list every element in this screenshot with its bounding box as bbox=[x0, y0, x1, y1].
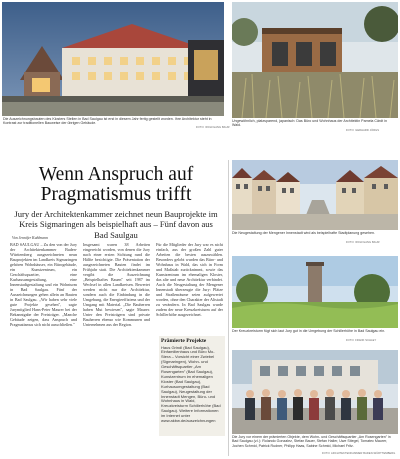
jury-illustration bbox=[232, 350, 398, 434]
tower-caption: Der Kreuzkreisturm fügt sich laut Jury gut in die Umgebung der Schillerhöhe in Bad Saulgau ein. bbox=[232, 329, 386, 333]
kloster-illustration bbox=[2, 2, 224, 116]
article-column-2: Insgesamt waren 38 Arbeiten eingereicht worden, von denen die Jury nach einer ersten Sichtung rund die Hälfte besichtigte. Die Präsentation der ausgezeichneten Bauten findet im Frühjahr statt. Die Architektenkammer vergibt die Auszeichnung „Beispielhaftes Bauen" seit 1987 im Wechsel in allen Landkreisen. Bewertet werden nicht nur die Architektur, sondern auch die Einbindung in die Umgebung, die Energieeffizienz und der Umgang mit Material. „Die Bauherren haben Mut bewiesen", sagte Maurer. Unter den Preisträgern sind private Bauherren ebenso wie Kommunen und Unternehmen aus der Region. bbox=[83, 242, 150, 327]
house-wald-illustration bbox=[232, 2, 398, 118]
kloster-caption: Die Auszeichnungsbauten des Klosters Stellen in Bad Saulgau ist erst in diesem Jahr fertig gestellt worden. Ihre Architektur steht in Kontrast zur traditionellen Bauweise der übrigen Gebäude. bbox=[3, 117, 212, 126]
column-divider bbox=[228, 160, 229, 456]
jury-credit: FOTO: ARCHITEKTENKAMMER BADEN-WÜRTTEMBERG bbox=[322, 452, 396, 455]
tower-illustration bbox=[232, 256, 398, 328]
mengen-street-illustration bbox=[232, 160, 398, 230]
kloster-photo bbox=[2, 2, 224, 116]
mengen-credit: FOTO: WOLFGANG BAUR bbox=[346, 241, 380, 244]
article-column-3: Für die Mitglieder der Jury war es nicht einfach, aus der großen Zahl guter Arbeiten die besten auszuwählen. Besonders gelobt wurden das Büro- und Wohnhaus in Wald, das sich in Form und Maßstab zurücknimmt, sowie das Kunstzentrum im ehemaligen Kloster, das alte und neue Architektur verbindet. Auch die Neugestaltung der Mengener Innenstadt überzeugte die Jury: Plätze und Straßenräume seien aufgewertet worden, ohne den Charakter der Altstadt zu verändern. In Bad Saulgau wurde zudem der neue Kreuzkreisturm auf der Schillerhöhe ausgezeichnet. bbox=[156, 242, 223, 317]
headline-line-1: Wenn Anspruch auf bbox=[38, 164, 194, 185]
article-byline: Von Jennifer Kuhlmann bbox=[12, 236, 48, 240]
house-wald-photo bbox=[232, 2, 398, 118]
awarded-projects-list: Haus Grindl (Bad Saulgau), Einfamilienhaus und Büro Mo-Stera – Vorsicht einer Zwiebel (Sigmaringen), Wohn- und Geschäftsquartier „Am Rosengarten" (Bad Saulgau), Kunstzentrum im ehemaligen Kloster (Bad Saulgau), Kurhausumgestaltung (Bad Saulgau), Neugestaltung der Innenstadt Mengen, Büro- und Wohnhaus in Wald, Kreuzkreisturm Schillerhöhe (Bad Saulgau). Weitere Informationen im Internet unter www.akbw.de/auszeichnungen bbox=[161, 344, 221, 424]
jury-photo bbox=[232, 350, 398, 434]
headline-line-2: Pragmatismus trifft bbox=[40, 184, 192, 205]
jury-caption: Die Jury vor einem der prämierten Objekte, dem Wohn- und Geschäftsquartier „Am Rosengarten" in Bad Saulgau (v.l.): Rolando Gonzalez, Stefan Bauer, Stefan Haller, Uwe Stiegel, Tomatec Maurer, Jochen Schmid, Patrick Rudner, Philipp Haas, Sabine Schmid, Michael Fritz. bbox=[232, 435, 391, 448]
kloster-credit: FOTO: WOLFGANG BAUR bbox=[196, 126, 230, 129]
mengen-caption: Die Neugestaltung der Mengener Innenstadt wird als beispielhafte Stadtplanung gesehen. bbox=[232, 231, 376, 235]
article-column-1: BAD SAULGAU – Zu den von der Jury der Architektenkammer Baden-Württemberg ausgezeichneten neun Bauprojekten im Landkreis Sigmaringen gehören Wohnhäuser, ein Bürogebäude, ein Kunstzentrum, ein Geschäftsquartier, eine Kurhausumgestaltung, eine Innenstadtgestaltung und ein Wohnturm in Bad Saulgau. Fünf der Auszeichnungen gehen allein an Bauten in Bad Saulgau. „Wir haben sehr viele gute Projekte gesehen", sagte Jurymitglied Hans-Peter Maurer bei der Bekanntgabe der Preisträger. „Manche Gebäude zeigen, dass Anspruch und Pragmatismus sich nicht ausschließen." bbox=[10, 242, 77, 327]
tower-photo bbox=[232, 256, 398, 328]
article-subhead: Jury der Architektenkammer zeichnet neun Bauprojekte im Kreis Sigmaringen als beispielhaft aus – Fünf davon aus Bad Saulgau bbox=[14, 209, 218, 240]
awarded-projects-box bbox=[159, 336, 225, 436]
mengen-street-photo bbox=[232, 160, 398, 230]
article-headline bbox=[10, 165, 222, 205]
awarded-projects-title: Prämierte Projekte bbox=[161, 338, 207, 344]
house-wald-caption: Ungewöhnlich, platzsparend, japanisch: Das Büro und Wohnhaus der Architektin Pamela Cärdt in Wald. bbox=[232, 119, 387, 128]
tower-credit: FOTO: FRANK SCHLEY bbox=[346, 339, 377, 342]
house-wald-credit: FOTO: GERHARD JÖRGS bbox=[346, 129, 380, 132]
